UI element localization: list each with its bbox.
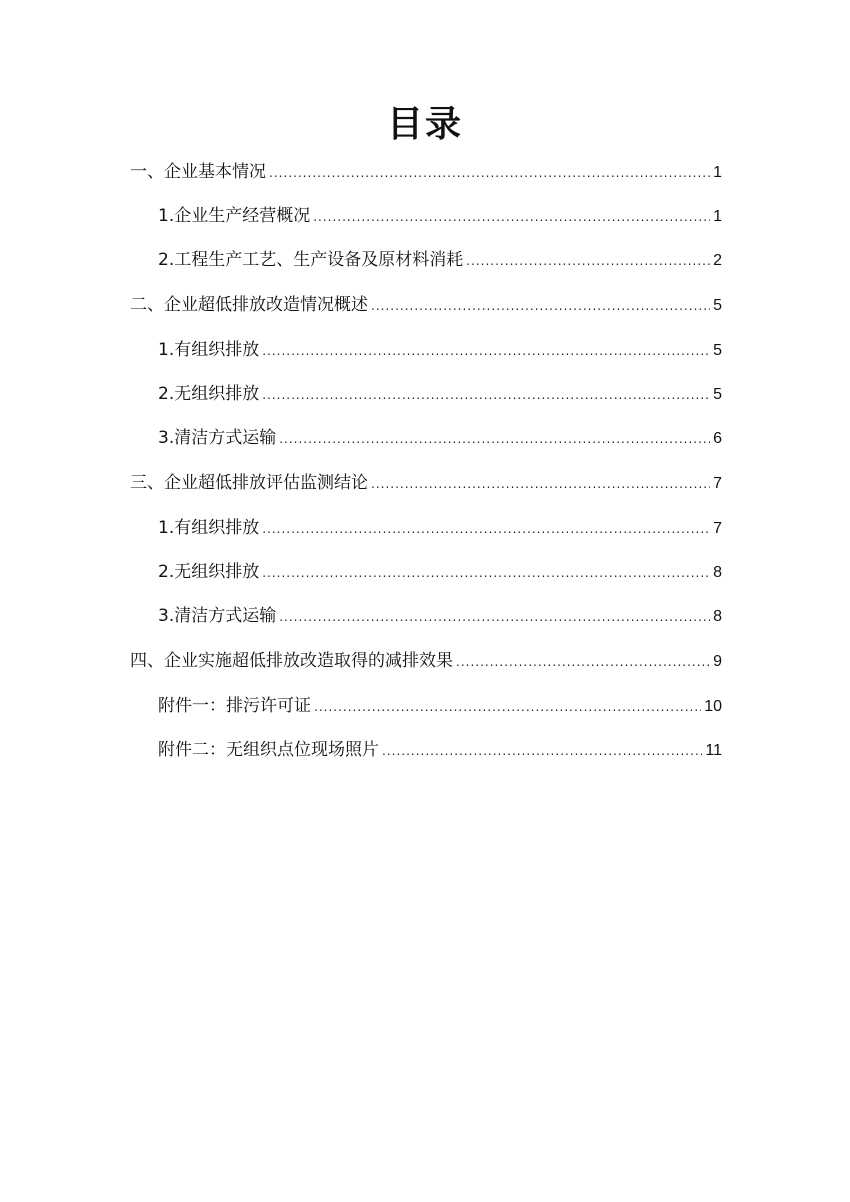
toc-entry-text: 附件二：无组织点位现场照片	[158, 740, 379, 760]
toc-page-number: 8	[713, 608, 722, 625]
toc-entry-section-2-1[interactable]	[158, 328, 722, 372]
toc-page-number: 10	[704, 698, 722, 715]
toc-entry-text: 二、企业超低排放改造情况概述	[130, 295, 368, 315]
toc-dot-leader	[456, 640, 710, 684]
toc-entry-text: 一、企业基本情况	[130, 162, 266, 182]
toc-dot-leader	[466, 239, 710, 283]
toc-entry-text: 3.清洁方式运输	[158, 428, 277, 448]
toc-page-number: 1	[713, 208, 722, 225]
toc-page-number: 5	[713, 297, 722, 314]
toc-entry-section-2[interactable]	[130, 283, 722, 327]
toc-dot-leader	[279, 417, 710, 461]
toc-page-number: 1	[713, 164, 722, 181]
toc-entry-text: 2.工程生产工艺、生产设备及原材料消耗	[158, 250, 464, 270]
toc-dot-leader	[371, 284, 710, 328]
toc-title: 目录	[386, 104, 463, 145]
toc-page-number: 11	[705, 742, 722, 759]
toc-page-number: 8	[713, 564, 722, 581]
toc-dot-leader	[279, 595, 710, 639]
toc-dot-leader	[262, 551, 710, 595]
toc-entry-text: 1.企业生产经营概况	[158, 206, 311, 226]
toc-entry-section-2-3[interactable]	[158, 416, 722, 460]
toc-dot-leader	[262, 329, 710, 373]
toc-entry-text: 2.无组织排放	[158, 562, 260, 582]
toc-page-number: 6	[713, 430, 722, 447]
toc-page-number: 2	[713, 252, 722, 269]
toc-page-number: 7	[713, 520, 722, 537]
toc-dot-leader	[262, 373, 710, 417]
toc-dot-leader	[269, 151, 710, 195]
toc-entry-text: 2.无组织排放	[158, 384, 260, 404]
toc-dot-leader	[382, 729, 702, 773]
toc-entry-section-3-3[interactable]	[158, 594, 722, 638]
toc-entry-section-1-2[interactable]	[158, 238, 722, 282]
toc-entry-text: 四、企业实施超低排放改造取得的减排效果	[130, 651, 453, 671]
toc-dot-leader	[262, 507, 710, 551]
toc-entry-text: 3.清洁方式运输	[158, 606, 277, 626]
toc-entry-text: 1.有组织排放	[158, 340, 260, 360]
toc-page-number: 9	[713, 653, 722, 670]
toc-entry-text: 三、企业超低排放评估监测结论	[130, 473, 368, 493]
toc-entry-appendix-1[interactable]	[158, 684, 722, 728]
toc-entry-text: 1.有组织排放	[158, 518, 260, 538]
toc-dot-leader	[371, 462, 710, 506]
toc-page-number: 7	[713, 475, 722, 492]
toc-entry-section-1-1[interactable]	[158, 194, 722, 238]
toc-page-number: 5	[713, 342, 722, 359]
toc-entry-section-3-2[interactable]	[158, 550, 722, 594]
toc-page-number: 5	[713, 386, 722, 403]
toc-entry-section-1[interactable]	[130, 150, 722, 194]
toc-dot-leader	[313, 195, 710, 239]
toc-entry-section-2-2[interactable]	[158, 372, 722, 416]
toc-entry-section-3-1[interactable]	[158, 506, 722, 550]
toc-entry-text: 附件一：排污许可证	[158, 696, 311, 716]
toc-entry-appendix-2[interactable]	[158, 728, 722, 772]
toc-entry-section-4[interactable]	[130, 639, 722, 683]
toc-dot-leader	[314, 685, 701, 729]
toc-entry-section-3[interactable]	[130, 461, 722, 505]
